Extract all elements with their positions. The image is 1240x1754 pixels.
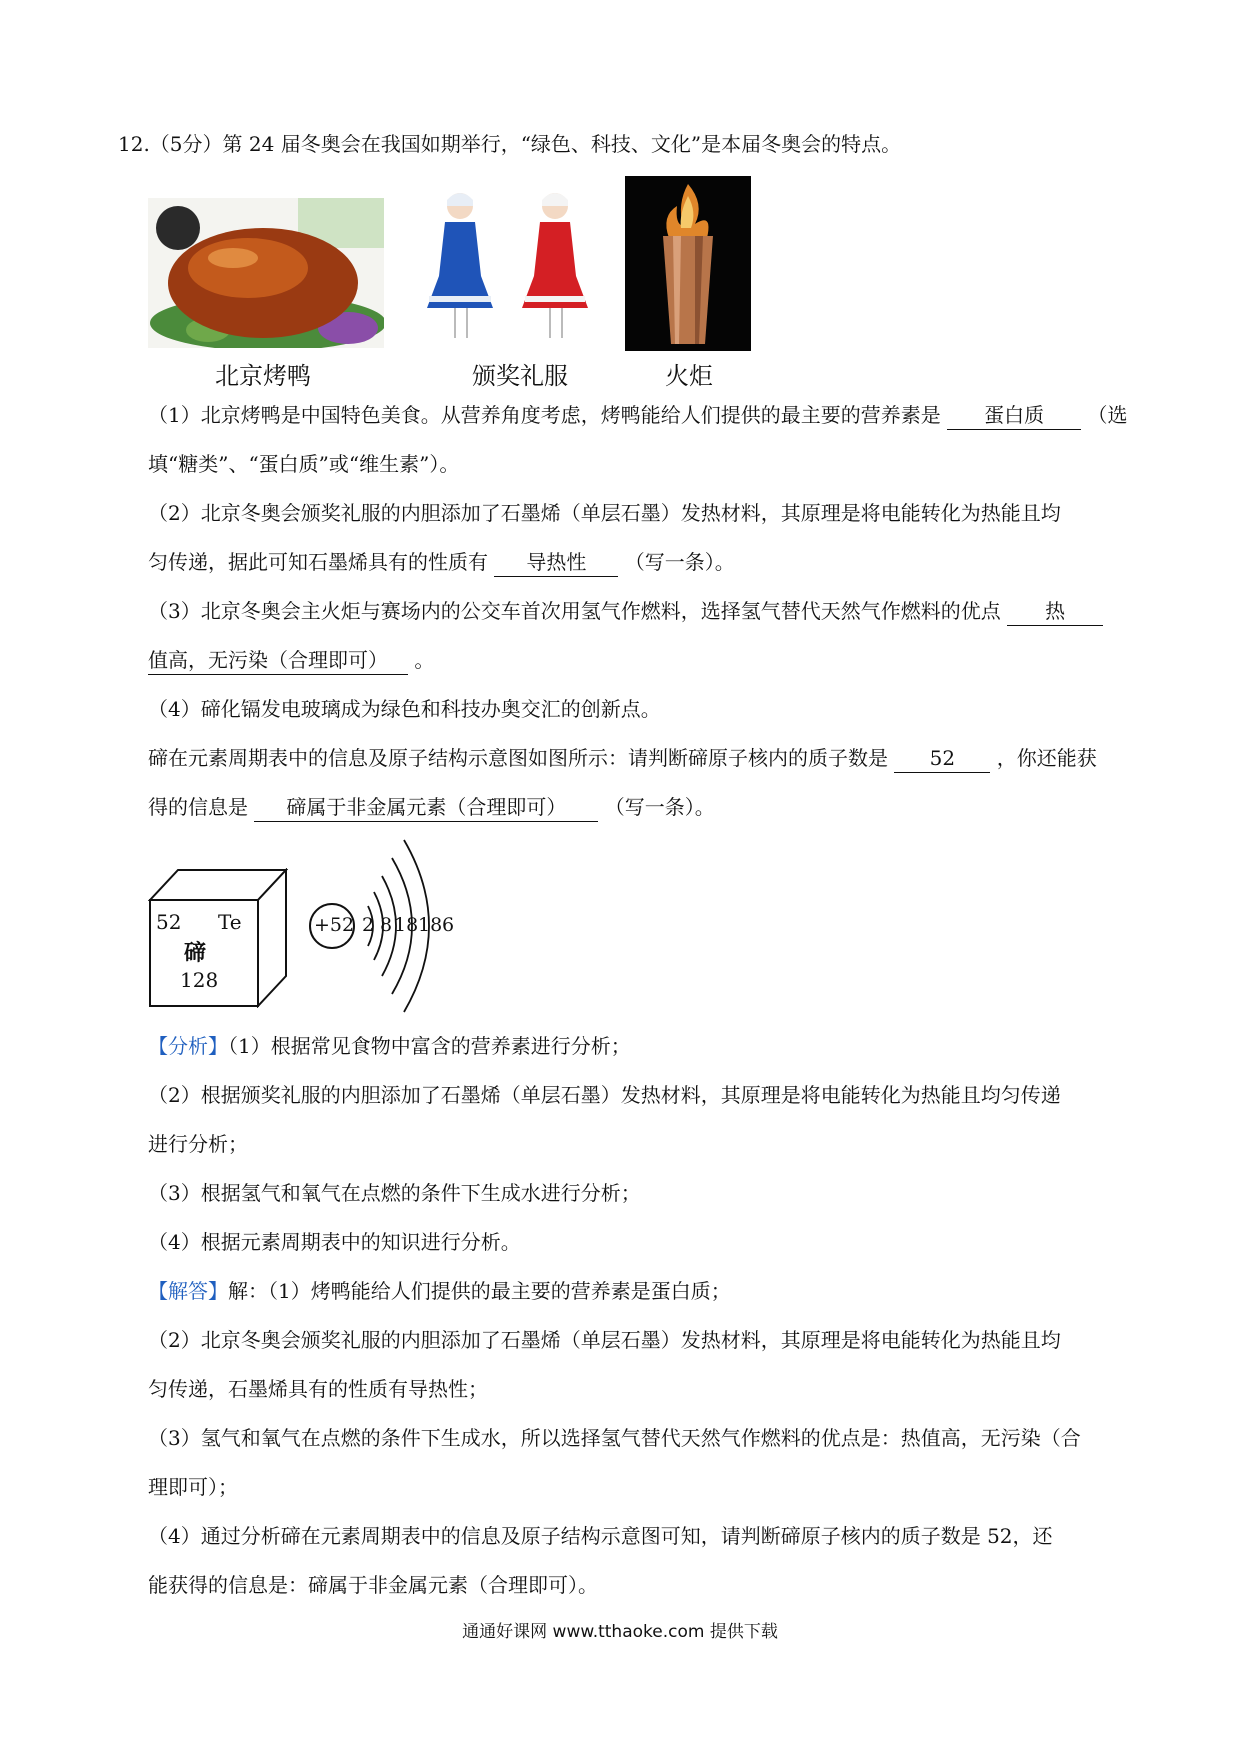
- analysis-line-5: （4）根据元素周期表中的知识进行分析。: [148, 1230, 521, 1254]
- element-card: [148, 868, 288, 1008]
- question-part-5-text-c: 得的信息是: [148, 795, 248, 819]
- answer-blank-hydrogen-advantage-a: 热: [1007, 597, 1103, 626]
- torch-image: [625, 176, 751, 351]
- answer-blank-protein: 蛋白质: [947, 401, 1081, 430]
- element-atomic-number: 52: [156, 910, 182, 934]
- answer-blank-proton-number: 52: [894, 744, 990, 773]
- analysis-text-1: （1）根据常见食物中富含的营养素进行分析；: [228, 1034, 631, 1058]
- answer-line-1: [148, 1277, 731, 1305]
- analysis-line-2: （2）根据颁奖礼服的内胆添加了石墨烯（单层石墨）发热材料，其原理是将电能转化为热能且均匀传递: [148, 1083, 1061, 1107]
- atom-shell-3: 18: [394, 914, 419, 936]
- question-part-5-line-2: [148, 793, 715, 822]
- element-name: 碲: [184, 940, 207, 966]
- question-part-1-text-b: （选: [1087, 403, 1128, 427]
- question-header: 12.（5分）第 24 届冬奥会在我国如期举行，“绿色、科技、文化”是本届冬奥会的特点。: [118, 132, 902, 156]
- answer-line-2: （2）北京冬奥会颁奖礼服的内胆添加了石墨烯（单层石墨）发热材料，其原理是将电能转化为热能且均: [148, 1328, 1061, 1352]
- answer-blank-conductivity: 导热性: [494, 548, 618, 577]
- question-part-3-line-2: [148, 646, 434, 675]
- question-part-2-text-a: 匀传递，据此可知石墨烯具有的性质有: [148, 550, 488, 574]
- answer-text-1: 解：（1）烤鸭能给人们提供的最主要的营养素是蛋白质；: [228, 1279, 731, 1303]
- answer-line-5: 理即可）；: [148, 1475, 238, 1499]
- atom-nucleus-charge: +52: [314, 914, 355, 936]
- question-part-2-line-1: （2）北京冬奥会颁奖礼服的内胆添加了石墨烯（单层石墨）发热材料，其原理是将电能转化为热能且均: [148, 501, 1061, 525]
- question-part-2-text-b: （写一条）。: [624, 550, 735, 574]
- atom-shell-5: 6: [442, 914, 455, 936]
- answer-tag: 【解答】: [148, 1279, 228, 1303]
- analysis-line-4: （3）根据氢气和氧气在点燃的条件下生成水进行分析；: [148, 1181, 641, 1205]
- roast-duck-image: [148, 198, 384, 348]
- question-part-1-text-a: （1）北京烤鸭是中国特色美食。从营养角度考虑，烤鸭能给人们提供的最主要的营养素是: [148, 403, 941, 427]
- answer-line-6: （4）通过分析碲在元素周期表中的信息及原子结构示意图可知，请判断碲原子核内的质子数是 52，还: [148, 1524, 1053, 1548]
- question-part-4-line: （4）碲化镉发电玻璃成为绿色和科技办奥交汇的创新点。: [148, 697, 661, 721]
- question-part-5-text-d: （写一条）。: [604, 795, 715, 819]
- analysis-line-3: 进行分析；: [148, 1132, 248, 1156]
- atom-shell-2: 8: [380, 914, 393, 936]
- question-part-3-text-a: （3）北京冬奥会主火炬与赛场内的公交车首次用氢气作燃料，选择氢气替代天然气作燃料的优点: [148, 599, 1001, 623]
- question-part-5-text-a: 碲在元素周期表中的信息及原子结构示意图如图所示：请判断碲原子核内的质子数是: [148, 746, 888, 770]
- element-atomic-mass: 128: [180, 968, 219, 992]
- question-part-3-text-b: 。: [414, 648, 435, 672]
- question-part-1-line-1: [148, 401, 1127, 430]
- analysis-line-1: [148, 1032, 631, 1060]
- atom-shell-4: 18: [418, 914, 443, 936]
- caption-roast-duck: 北京烤鸭: [215, 362, 311, 390]
- question-part-5-line-1: [148, 744, 1097, 773]
- answer-line-7: 能获得的信息是：碲属于非金属元素（合理即可）。: [148, 1573, 598, 1597]
- answer-blank-hydrogen-advantage-b: 值高，无污染（合理即可）: [148, 646, 408, 675]
- answer-line-3: 匀传递，石墨烯具有的性质有导热性；: [148, 1377, 488, 1401]
- answer-blank-extra-info: 碲属于非金属元素（合理即可）: [254, 793, 598, 822]
- atom-shell-1: 2: [362, 914, 375, 936]
- question-part-5-text-b: ，你还能获: [996, 746, 1097, 770]
- caption-torch: 火炬: [665, 362, 713, 390]
- answer-line-4: （3）氢气和氧气在点燃的条件下生成水，所以选择氢气替代天然气作燃料的优点是：热值高，无污染（合: [148, 1426, 1081, 1450]
- page-footer: 通通好课网 www.tthaoke.com 提供下载: [462, 1622, 778, 1642]
- question-part-3-line-1: [148, 597, 1103, 626]
- analysis-tag: 【分析】: [148, 1034, 228, 1058]
- award-dress-image: [415, 188, 605, 348]
- caption-award-dress: 颁奖礼服: [472, 362, 568, 390]
- question-part-2-line-2: [148, 548, 735, 577]
- question-part-1-line-2: 填“糖类”、“蛋白质”或“维生素”）。: [148, 452, 460, 476]
- atom-structure-diagram: [308, 828, 468, 1028]
- element-symbol: Te: [218, 910, 242, 934]
